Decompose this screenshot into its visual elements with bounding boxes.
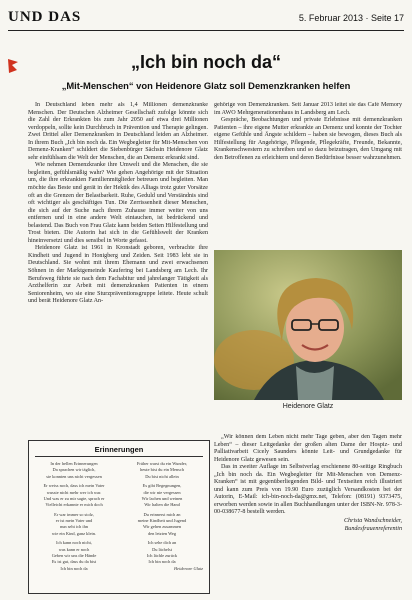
poem-box: [28, 440, 210, 594]
poem-line: nun seht ich ihn: [60, 524, 88, 530]
author-role: Bundesfrauenreferentin: [344, 525, 402, 532]
poem-line: meine Kindheit und Jugend: [137, 518, 187, 524]
poem-line: die wir nie vergessen: [143, 489, 181, 495]
date-page-label: 5. Februar 2013 · Seite 17: [298, 13, 404, 23]
poem-line: heute bist du ein Mensch: [140, 467, 184, 473]
poem-line: Ich kann noch nicht,: [56, 540, 92, 546]
article-column-1: [28, 102, 208, 434]
page-header: [8, 6, 404, 31]
poem-box-title: Erinnerungen: [94, 445, 144, 454]
poem-line: Da sprachen wir täglich,: [52, 467, 96, 473]
poem-line: wusste nicht mehr wer ich war.: [46, 489, 102, 495]
poem-line: Früher warst du ein Wunder,: [136, 461, 188, 466]
poem-left-column: [33, 461, 115, 572]
poem-line: Und was er zu mir sagte, sprach er: [43, 495, 105, 501]
poem-line: Ich bin noch da: [148, 559, 176, 565]
article-column-2: [214, 102, 402, 252]
paragraph: „Wir können dem Leben nicht mehr Tage geben, aber den Tagen mehr Leben“ – dieser Leitgedanke der großen alten Dame der Hospiz- und Palliativarbeit Cicely Saunders könnte Leit- und Grundgedanke für Heidenore Glatz gewesen sein.: [214, 434, 402, 463]
poem-line: Vielleicht erkannte er mich doch: [45, 502, 103, 508]
poem-line: Wir gehen zusammen: [142, 524, 182, 530]
poem-line: wie ein Kind, ganz klein.: [51, 530, 97, 536]
paragraph: Gespräche, Beobachtungen und private Erlebnisse mit demenzkranken Patienten – ihre eigene Mutter erkrankte an Demenz und konnte der Tochter eigene Gefühle und Ängste schildern – haben sie bewogen, dieses Buch als Hilfestellung für Angehörige, Pflegende, Pflegekräfte, Freunde, Bekannte, Krankenschwestern zu schreiben und so dazu beizutragen, den Umgang mit den Betroffenen zu erleichtern und deren Bedürfnisse besser wahrzunehmen.: [214, 117, 402, 161]
poem-line: Ich lächle zurück: [146, 553, 178, 559]
photo-caption: Heidenore Glatz: [282, 403, 334, 410]
poem-line: Geben wir uns die Hände: [51, 553, 97, 559]
article-column-3: [214, 434, 402, 594]
poem-line: er ist mein Vater und: [55, 518, 93, 524]
paragraph: Das in zweiter Auflage im Selbstverlag erschienene 80-seitige Ringbuch „Ich bin noch da. Ein Wegbegleiter für Mit-Menschen von Demenz-Kranken“ ist mit gegenüberliegenden Bild- und Textseiten reich illustriert und kann zum Preis von 19.90 Euro zuzüglich Versandkosten bei der Autorin, E-Mail: ich-bin-noch-da@gmx.net, Telefon: (08191) 9373475, erworben werden sowie in allen Buchhandlungen unter der ISBN-Nr. 978-3-00-038677-8 bestellt werden.: [214, 464, 402, 516]
poem-line: sie konnten uns nicht vergessen: [46, 473, 102, 479]
divider: [35, 456, 203, 457]
poem-line: Es gibt Begegnungen,: [142, 483, 182, 489]
poem-right-column: [121, 461, 203, 573]
poem-signature: Heidenore Glatz: [174, 566, 203, 572]
poem-line: was kann er noch: [58, 546, 90, 552]
poem-line: Es ist gut, dass du da bist: [51, 559, 97, 565]
author-photo: [214, 250, 402, 400]
section-title: UND DAS: [8, 9, 82, 25]
poem-line: den letzten Weg: [147, 530, 177, 536]
article-title: „Ich bin noch da“: [130, 52, 281, 72]
poem-line: Er weiss noch, dass ich mein Vater: [43, 483, 105, 489]
paragraph: In Deutschland leben mehr als 1,4 Millionen demenzkranke Menschen. Der Deutschen Alzheimer Gesellschaft zufolge könnte sich die Zahl der Erkrankten bis zum Jahr 2050 auf etwa drei Millionen verdoppeln, sollte kein Durchbruch in Prävention und Therapie gelingen. Zwei Drittel aller Demenzkranken in Deutschland leiden an Alzheimer. In ihrem Buch „Ich bin noch da. Ein Wegbegleiter für Mit-Menschen von Demenz-Kranken“ schildert die Siebenbürger Sächsin Heidenore Glatz sehr einfühlsam die Welt der Menschen, die an Demenz erkrankt sind.: [28, 102, 208, 161]
poem-line: Wir lachen und weinen: [141, 495, 183, 501]
poem-line: Du lächelst: [152, 546, 172, 552]
poem-line: Wir halten die Hand: [144, 502, 180, 508]
author-name: Christa Wandschneider,: [343, 518, 402, 525]
poem-line: Du erinnerst mich an: [143, 511, 181, 517]
article-subtitle: „Mit-Menschen“ von Heidenore Glatz soll Demenzkranken helfen: [61, 80, 351, 91]
paragraph: gehörige von Demenzkranken. Seit Januar 2013 leitet sie das Café Memory im AWO Mehrgenerationenhaus in Landsberg am Lech.: [214, 102, 402, 116]
paragraph: Heidenore Glatz ist 1961 in Kronstadt geboren, verbrachte ihre Kindheit und Jugend in Honigberg und Zeiden. Seit 1983 lebt sie in Deutschland. Sie wohnt mit ihrem Ehemann und zwei erwachsenen Söhnen in der Marktgemeinde Kaufering bei Landsberg am Lech. Ihr Berufsweg führte sie nach dem Fachabitur und jahrelanger Tätigkeit als Arzthelferin zur Arbeit mit demenzkranken Patienten in einem Seniorenheim, wo sie eine Sturzpräventionsgruppe leitete. Heute schult und berät Heidenore Glatz An-: [28, 245, 208, 305]
poem-line: Ich sehe dich an: [147, 540, 177, 546]
poem-line: Ich bin noch da: [60, 565, 88, 571]
paragraph: Wie nehmen Demenzkranke ihre Umwelt und die Menschen, die sie begleiten, gefühlsmäßig wahr? Wie gehen Angehörige mit der Situation um, die ihre erkrankten Familienmitglieder betreuen und begleiten. Man möchte das Beste und gerät in der Hektik des Alltags trotz guter Vorsätze oft an die Grenzen der Belastbarkeit. Ruhe, Geduld und Verständnis sind oft wichtiger als geschäftiges Tun. Die Zerrissenheit dieser Menschen, die sich auf der Suche nach ihrem Zuhause immer weiter von uns entfernen und in eine andere Welt eintauchen, ist bedrückend und belastend. Das Buch von Frau Glatz kann beiden Seiten Hilfestellung und Trost bieten. Die Autorin hat sich in die Gefühlswelt der Kranken hineinversetzt und dies sensibel in Worte gefasst.: [28, 162, 208, 244]
portrait-image: [214, 250, 402, 400]
poem-line: Er war immer so stolz,: [54, 511, 94, 517]
poem-line: Du bist nicht allein: [145, 473, 179, 479]
poem-line: In der hellen Erinnerungen: [50, 461, 98, 466]
